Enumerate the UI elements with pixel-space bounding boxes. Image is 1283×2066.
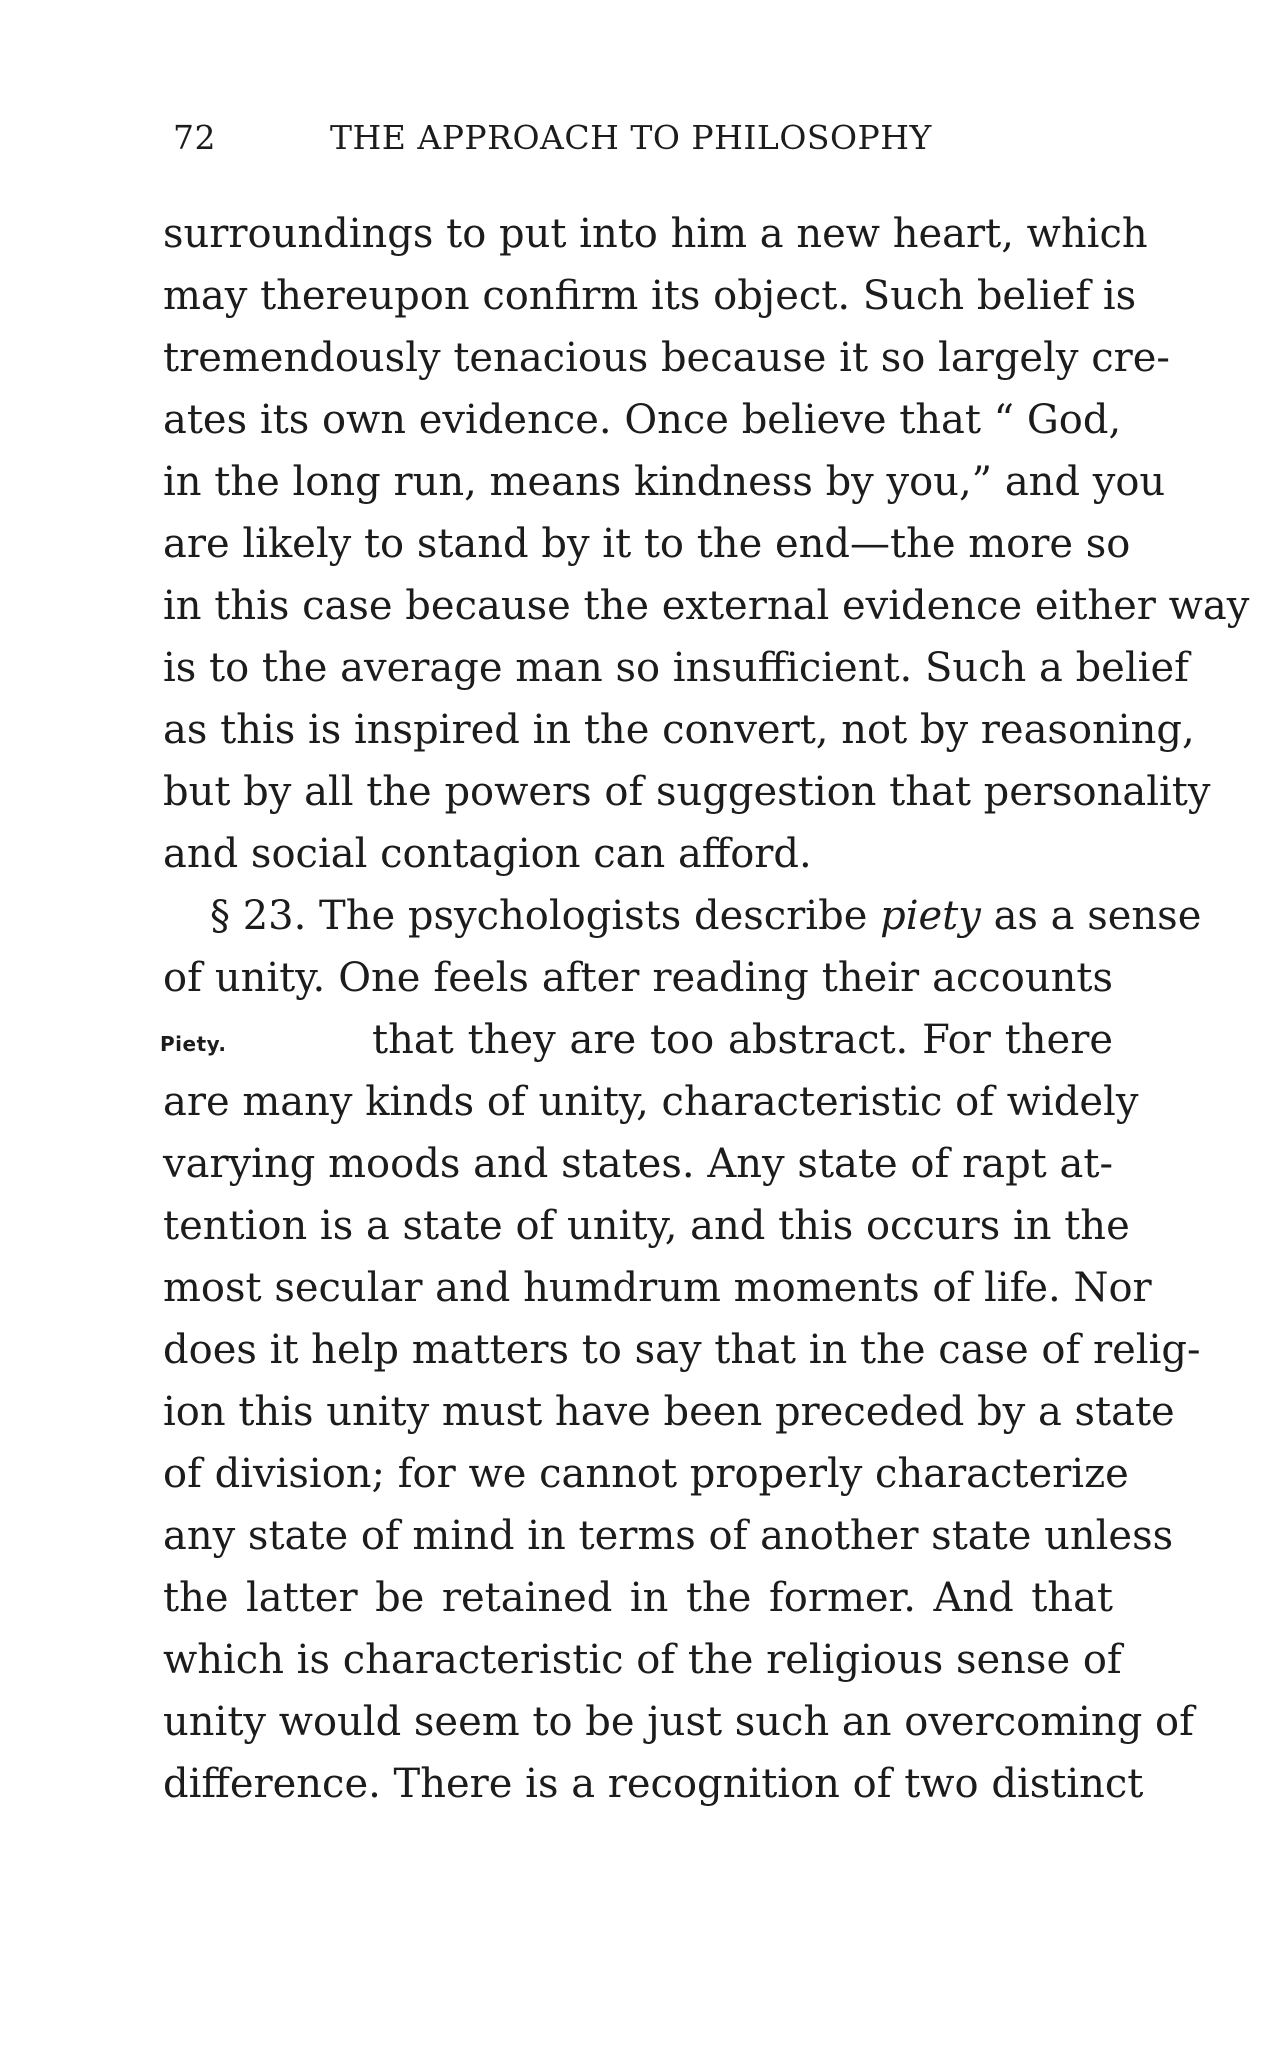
text-line: which is characteristic of the religious sense of <box>163 1637 1122 1683</box>
text-line: as this is inspired in the convert, not by reasoning, <box>163 707 1195 753</box>
margin-note: Piety. <box>160 1032 227 1056</box>
text-line: tremendously tenacious because it so largely cre- <box>163 335 1170 381</box>
text-line: unity would seem to be just such an overcoming of <box>163 1699 1194 1745</box>
page-number: 72 <box>173 118 216 157</box>
text-line: is to the average man so insufficient. Such a belief <box>163 645 1189 691</box>
paragraph-end-line: and social contagion can afford. <box>163 831 812 877</box>
text-line-beside-note: that they are too abstract. For there <box>372 1017 1113 1063</box>
section-lead-tail: as a sense <box>993 893 1202 939</box>
section-start-line <box>210 885 1202 947</box>
text-line: in the long run, means kindness by you,” and you <box>163 459 1166 505</box>
text-line: of division; for we cannot properly characterize <box>163 1451 1129 1497</box>
emphasis-piety: piety <box>880 893 981 939</box>
text-line: tention is a state of unity, and this occurs in the <box>163 1203 1130 1249</box>
text-line: ion this unity must have been preceded by a state <box>163 1389 1175 1435</box>
text-line: may thereupon confirm its object. Such belief is <box>163 273 1137 319</box>
running-title: THE APPROACH TO PHILOSOPHY <box>330 118 932 157</box>
text-line: are likely to stand by it to the end—the more so <box>163 521 1131 567</box>
text-line: in this case because the external evidence either way <box>163 583 1250 629</box>
text-line: does it help matters to say that in the case of relig- <box>163 1327 1201 1373</box>
text-line: any state of mind in terms of another state unless <box>163 1513 1174 1559</box>
text-line: ates its own evidence. Once believe that “ God, <box>163 397 1122 443</box>
text-line: varying moods and states. Any state of rapt at- <box>163 1141 1113 1187</box>
section-lead: § 23. The psychologists describe <box>210 893 868 939</box>
text-line: the latter be retained in the former. And that <box>163 1575 1113 1621</box>
text-line: are many kinds of unity, characteristic of widely <box>163 1079 1139 1125</box>
text-line: but by all the powers of suggestion that personality <box>163 769 1211 815</box>
text-line: of unity. One feels after reading their accounts <box>163 955 1113 1001</box>
text-line: difference. There is a recognition of two distinct <box>163 1761 1144 1807</box>
text-line: surroundings to put into him a new heart, which <box>163 211 1148 257</box>
text-line: most secular and humdrum moments of life. Nor <box>163 1265 1152 1311</box>
